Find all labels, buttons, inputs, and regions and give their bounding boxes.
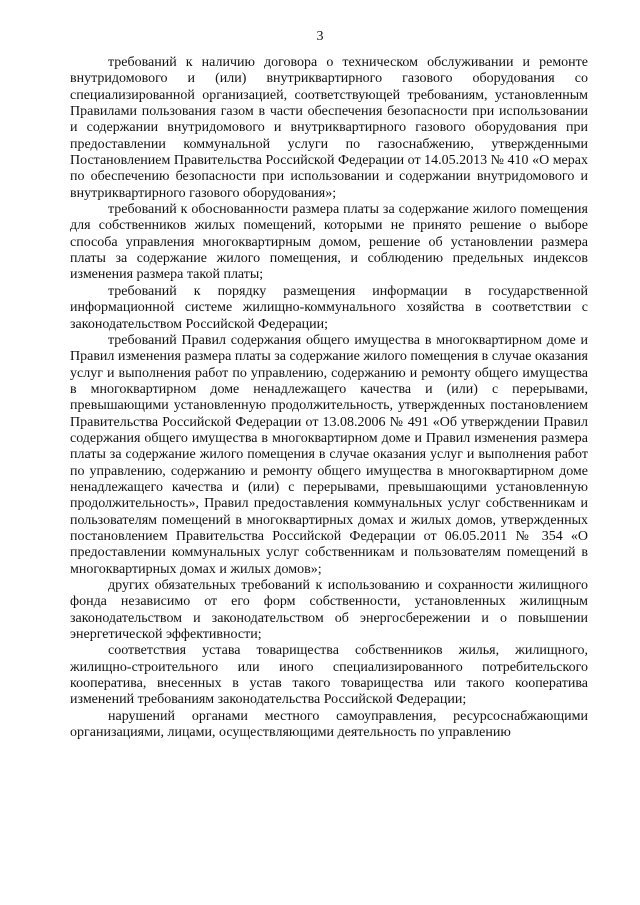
paragraph-maintenance-rules-requirements: требований Правил содержания общего имущества в многоквартирном доме и Правил изменения размера платы за содержание жилого помещения в случае оказания услуг и выполнения работ по управлению, содержанию и ремонту общего имущества в многоквартирном доме ненадлежащего качества и (или) с перерывами, превышающими установленную продолжительность, утвержденных постановлением Правительства Российской Федерации от 13.08.2006 № 491 «Об утверждении Правил содержания общего имущества в многоквартирном доме и Правил изменения размера платы за содержание жилого помещения в случае оказания услуг и выполнения работ по управлению, содержанию и ремонту общего имущества в многоквартирном доме ненадлежащего качества и (или) с перерывами, превышающими установленную продолжительность», Правил предоставления коммунальных услуг собственникам и пользователям помещений в многоквартирных домах и жилых домов, утвержденных постановлением Правительства Российской Федерации от 06.05.2011 № 354 «О предоставлении коммунальных услуг собственникам и пользователям помещений в многоквартирных домах и жилых домов»; (70, 332, 588, 577)
paragraph-fee-justification-requirements: требований к обоснованности размера платы за содержание жилого помещения для собственников жилых помещений, которыми не принято решение о выборе способа управления многоквартирным домом, решение об установлении размера платы за содержание жилого помещения, и соблюдению предельных индексов изменения размера такой платы; (70, 202, 588, 283)
document-body (70, 55, 588, 741)
paragraph-authority-violations: нарушений органами местного самоуправления, ресурсоснабжающими организациями, лицами, осуществляющими деятельность по управлению (70, 708, 588, 741)
page-number: 3 (316, 29, 324, 44)
paragraph-housing-fund-requirements: других обязательных требований к использованию и сохранности жилищного фонда независимо от его форм собственности, установленных жилищным законодательством и законодательством об энергосбережении и о повышении энергетической эффективности; (70, 578, 588, 643)
paragraph-gas-equipment-requirements: требований к наличию договора о техническом обслуживании и ремонте внутридомового и (или) внутриквартирного газового оборудования со специализированной организацией, соответствующей требованиям, установленным Правилами пользования газом в части обеспечения безопасности при использовании и содержании внутридомового и внутриквартирного газового оборудования при предоставлении коммунальной услуги по газоснабжению, утвержденными Постановлением Правительства Российской Федерации от 14.05.2013 № 410 «О мерах по обеспечению безопасности при использовании и содержании внутридомового и внутриквартирного газового оборудования»; (70, 55, 588, 201)
paragraph-charter-compliance: соответствия устава товарищества собственников жилья, жилищного, жилищно-строительного или иного специализированного потребительского кооператива, внесенных в устав такого товарищества или такого кооператива изменений требованиям законодательства Российской Федерации; (70, 643, 588, 708)
paragraph-information-disclosure-requirements: требований к порядку размещения информации в государственной информационной системе жилищно-коммунального хозяйства в соответствии с законодательством Российской Федерации; (70, 283, 588, 332)
